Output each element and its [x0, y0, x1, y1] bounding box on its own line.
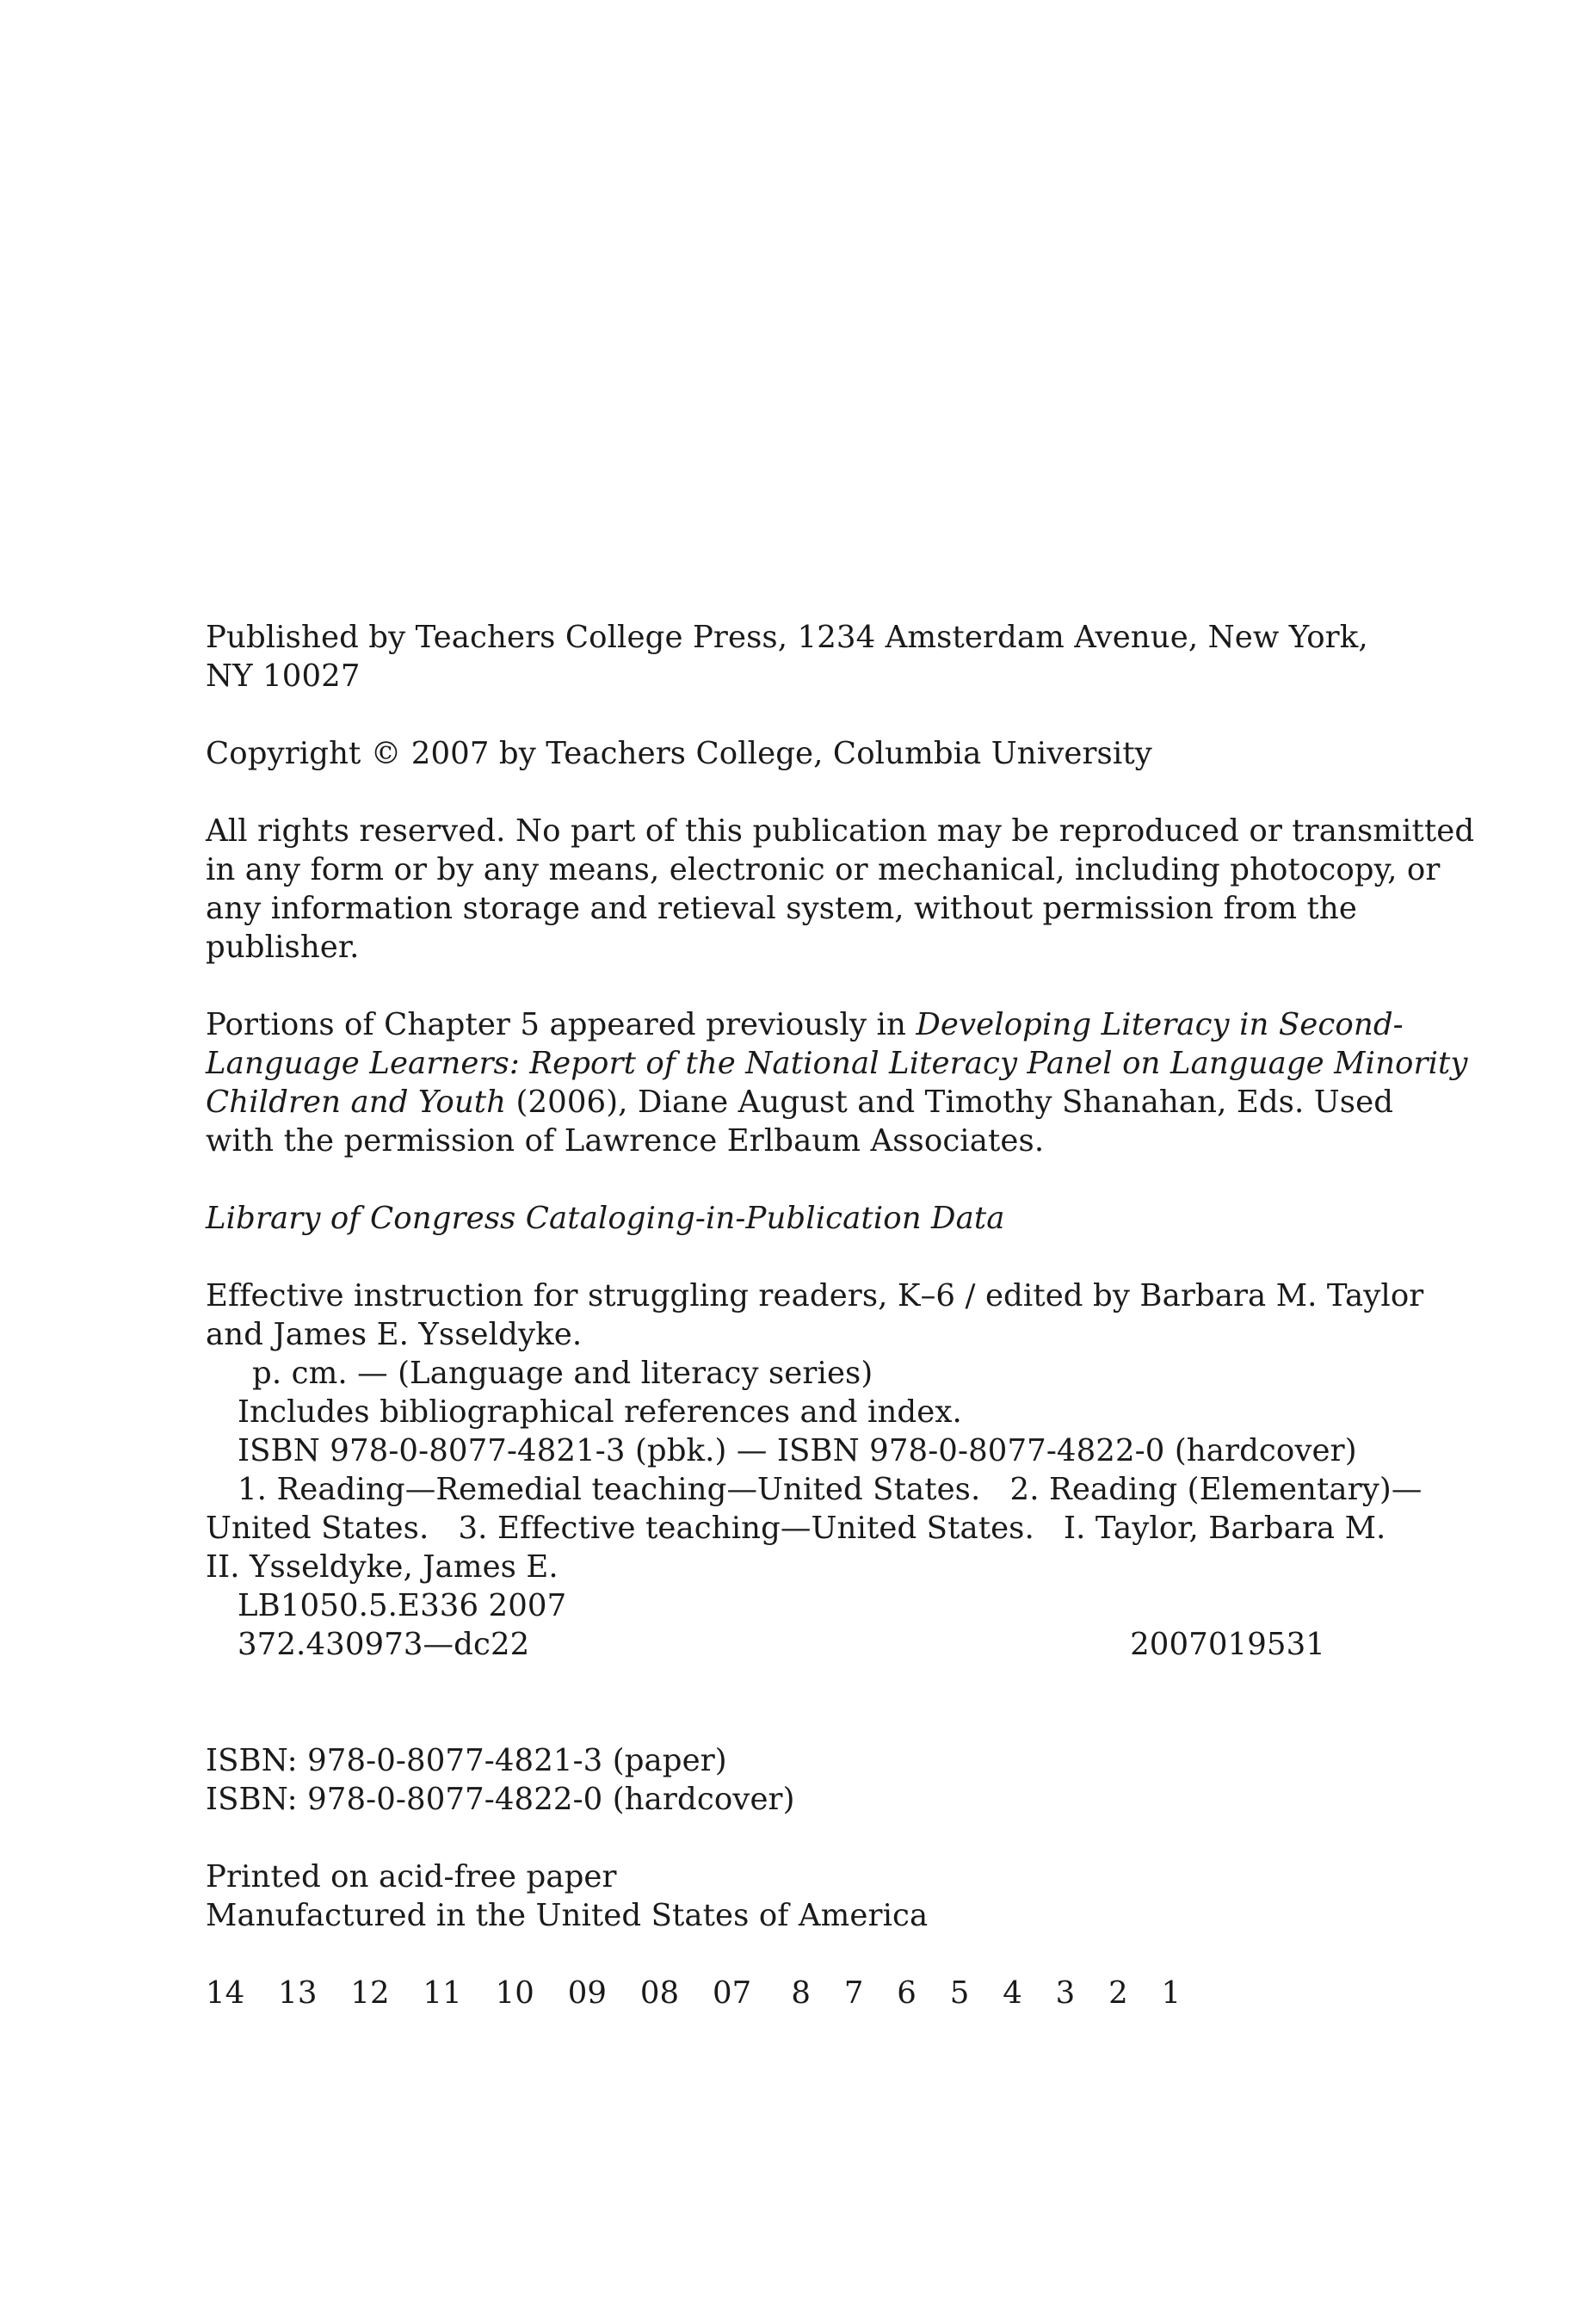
- rights-statement: [206, 812, 1475, 967]
- cip-title-line-1: Effective instruction for struggling readers, K–6 / edited by Barbara M. Taylor: [206, 1278, 1424, 1313]
- manufacture-note: Manufactured in the United States of America: [206, 1898, 929, 1933]
- cip-subjects-line-3: II. Ysseldyke, James E.: [206, 1549, 559, 1585]
- cip-record: [206, 1276, 1424, 1664]
- cip-physical-description: p. cm. — (Language and literacy series): [252, 1356, 873, 1391]
- publisher-statement: [206, 618, 1385, 695]
- cip-notes: Includes bibliographical references and index.: [238, 1394, 962, 1430]
- source-title-part-2: Language Learners: Report of the National Literacy Panel on Language Minority: [206, 1046, 1468, 1081]
- printing-statement: [206, 1857, 1385, 1935]
- isbn-hardcover: ISBN: 978-0-8077-4822-0 (hardcover): [206, 1782, 795, 1817]
- portions-statement: [206, 1005, 1468, 1160]
- cip-title-line-2: and James E. Ysseldyke.: [206, 1317, 583, 1352]
- cip-subjects-line-2: United States. 3. Effective teaching—United States. I. Taylor, Barbara M.: [206, 1511, 1386, 1546]
- printer-key-line: [206, 1974, 1385, 2012]
- portions-line-3: [206, 1083, 1394, 1122]
- publisher-line-1: Published by Teachers College Press, 1234 Amsterdam Avenue, New York,: [206, 620, 1368, 655]
- isbn-paper: ISBN: 978-0-8077-4821-3 (paper): [206, 1743, 727, 1778]
- copyright-notice: [206, 734, 1385, 773]
- rights-line-2: in any form or by any means, electronic or mechanical, including photocopy, or: [206, 852, 1441, 887]
- copyright-line: Copyright © 2007 by Teachers College, Columbia University: [206, 736, 1152, 771]
- rights-line-1: All rights reserved. No part of this publication may be reproduced or transmitted: [206, 813, 1475, 849]
- cip-dewey-number: 372.430973—dc22: [238, 1627, 530, 1662]
- rights-line-3: any information storage and retieval system, without permission from the: [206, 891, 1357, 926]
- publisher-line-2: NY 10027: [206, 658, 361, 694]
- portions-line-1: [206, 1005, 1404, 1044]
- cip-lccn: 2007019531: [1130, 1627, 1325, 1662]
- cip-isbn-line: ISBN 978-0-8077-4821-3 (pbk.) — ISBN 978-0-8077-4822-0 (hardcover): [238, 1433, 1357, 1468]
- portions-line-4: with the permission of Lawrence Erlbaum Associates.: [206, 1123, 1045, 1159]
- cip-subjects-line-1: 1. Reading—Remedial teaching—United States. 2. Reading (Elementary)—: [238, 1472, 1423, 1507]
- source-title-part-3: Children and Youth: [206, 1085, 507, 1120]
- rights-line-4: publisher.: [206, 930, 360, 965]
- printer-key: [206, 1974, 1385, 2012]
- portions-citation: (2006), Diane August and Timothy Shanahan, Eds. Used: [506, 1085, 1394, 1120]
- source-title-part-1: Developing Literacy in Second-: [916, 1007, 1404, 1042]
- cip-classification-row: [206, 1625, 1385, 1664]
- isbn-list: [206, 1741, 1385, 1819]
- cip-heading: Library of Congress Cataloging-in-Publication Data: [206, 1201, 1005, 1236]
- paper-note: Printed on acid-free paper: [206, 1859, 617, 1894]
- printer-key-impressions: 8 7 6 5 4 3 2 1: [791, 1975, 1182, 2011]
- portions-prefix: Portions of Chapter 5 appeared previously in: [206, 1007, 917, 1042]
- printer-key-years: 14 13 12 11 10 09 08 07: [206, 1975, 752, 2011]
- cip-heading-block: [206, 1199, 1385, 1238]
- cip-lc-call-number: LB1050.5.E336 2007: [238, 1588, 567, 1623]
